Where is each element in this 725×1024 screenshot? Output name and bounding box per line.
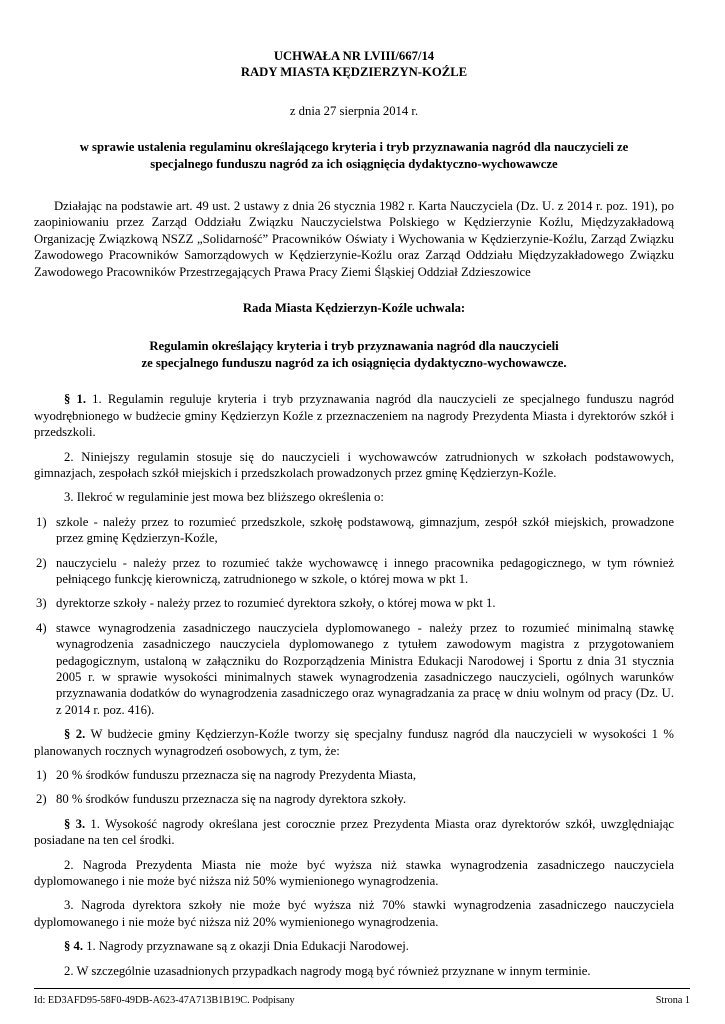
list-item: 1) szkole - należy przez to rozumieć przedszkole, szkołę podstawową, gimnazjum, zespół szkół miejskich, prowadzone przez gminę Kędzierzyn-Koźle, <box>36 514 674 546</box>
list-item: 1) 20 % środków funduszu przeznacza się na nagrody Prezydenta Miasta, <box>36 768 417 782</box>
list-item: 4) stawce wynagrodzenia zasadniczego nauczyciela dyplomowanego - należy przez to rozumieć minimalną stawkę wynagrodzenia zasadniczego nauczyciela dyplomowanego z tytułem zawodowym magistra z przygotowaniem pedagogicznym, ustaloną w załączniku do Rozporządzenia Ministra Edukacji Narodowej i Sportu z dnia 31 stycznia 2005 r. w sprawie wysokości minimalnych stawek wynagrodzenia zasadniczego nauczycieli, ogólnych warunków przyznawania dodatków do wynagrodzenia zasadniczego oraz wynagradzania za pracę w dniu wolnym od pracy (Dz. U. z 2014 r. poz. 416). <box>36 620 674 717</box>
section-1-paragraph-2: 2. Niniejszy regulamin stosuje się do nauczycieli i wychowawców zatrudnionych w szkołach podstawowych, gimnazjach, zespołach szkół miejskich i przedszkolach prowadzonych przez gminę Kędzierzyn-Koźle. <box>34 449 674 480</box>
resolution-date: z dnia 27 sierpnia 2014 r. <box>289 103 419 118</box>
section-4-paragraph-1: § 4. 1. Nagrody przyznawane są z okazji Dnia Edukacji Narodowej. <box>64 939 409 954</box>
section-2-label: § 2. <box>64 727 86 742</box>
legal-basis-paragraph: Działając na podstawie art. 49 ust. 2 ustawy z dnia 26 stycznia 1982 r. Karta Nauczyciela (Dz. U. z 2014 r. poz. 191), po zaopiniowaniu przez Zarząd Oddziału Związku Nauczycielstwa Polskiego w Kędzierzynie Koźlu, Międzyzakładową Organizację Związkową NSZZ „Solidarność” Pracowników Oświaty i Wychowania w Kędzierzynie-Koźlu, Zarząd Związku Zawodowego Pracowników Samorządowych w Kędzierzynie-Koźlu oraz Zarząd Oddziału Międzyzakładowego Związku Zawodowego Pracowników Przestrzegających Prawa Pracy Ziemi Śląskiej Oddział Zdzieszowice <box>34 199 674 279</box>
section-3-paragraph-1: § 3. 1. Wysokość nagrody określana jest corocznie przez Prezydenta Miasta oraz dyrektorów szkół, uwzględniając posiadane na ten cel środki. <box>34 816 675 848</box>
resolution-subject <box>34 139 674 172</box>
section-3-paragraph-2: 2. Nagroda Prezydenta Miasta nie może być wyższa niż stawka wynagrodzenia zasadniczego nauczyciela dyplomowanego i nie może być niższa niż 50% wymienionego wynagrodzenia. <box>34 857 674 889</box>
regulation-title-line-1: Regulamin określający kryteria i tryb przyznawania nagród dla nauczycieli <box>149 339 559 354</box>
regulation-title-line-2: ze specjalnego funduszu nagród za ich osiągnięcia dydaktyczno-wychowawcze. <box>141 355 567 370</box>
section-4-label: § 4. <box>64 939 84 954</box>
section-2-paragraph-1: § 2. W budżecie gminy Kędzierzyn-Koźle tworzy się specjalny fundusz nagród dla nauczycieli w wysokości 1 % planowanych rocznych wynagrodzeń osobowych, z tym, że: <box>34 727 674 758</box>
subject-line-2: specjalnego funduszu nagród za ich osiągnięcia dydaktyczno-wychowawcze <box>150 156 558 171</box>
list-item: 2) nauczycielu - należy przez to rozumieć także wychowawcę i innego pracownika pedagogicznego, w tym również pełniącego funkcję kierowniczą, zatrudnionego w szkole, o której mowa w pkt 1. <box>36 555 674 586</box>
regulation-title <box>34 338 674 371</box>
section-1-paragraph-3: 3. Ilekroć w regulaminie jest mowa bez bliższego określenia o: <box>64 490 384 505</box>
page-footer <box>34 988 690 1006</box>
section-3-label: § 3. <box>64 816 86 831</box>
section-3-paragraph-3: 3. Nagroda dyrektora szkoły nie może być wyższa niż 70% stawki wynagrodzenia zasadniczego nauczyciela dyplomowanego i nie może być niższa niż 20% wymienionego wynagrodzenia. <box>34 898 674 929</box>
document-id: Id: ED3AFD95-58F0-49DB-A623-47A713B1B19C. Podpisany <box>34 995 295 1006</box>
list-item: 2) 80 % środków funduszu przeznacza się na nagrody dyrektora szkoły. <box>36 792 407 807</box>
section-1-paragraph-1: § 1. 1. Regulamin reguluje kryteria i tryb przyznawania nagród dla nauczycieli ze specjalnego funduszu nagród wyodrębnionego w budżecie gminy Kędzierzyn Koźle z przeznaczeniem na nagrody Prezydenta Miasta i dyrektorów szkół i przedszkoli. <box>34 392 675 440</box>
page-number: Strona 1 <box>655 995 690 1006</box>
section-1-label: § 1. <box>64 392 87 407</box>
document-body <box>34 48 674 979</box>
list-item: 3) dyrektorze szkoły - należy przez to rozumieć dyrektora szkoły, o której mowa w pkt 1. <box>36 596 496 611</box>
section-4-paragraph-2: 2. W szczególnie uzasadnionych przypadkach nagrody mogą być również przyznane w innym terminie. <box>64 963 591 978</box>
subject-line-1: w sprawie ustalenia regulaminu określającego kryteria i tryb przyznawania nagród dla nauczycieli ze <box>79 140 629 155</box>
council-name: RADY MIASTA KĘDZIERZYN-KOŹLE <box>240 65 468 80</box>
council-resolves-heading: Rada Miasta Kędzierzyn-Koźle uchwala: <box>242 301 466 316</box>
resolution-number: UCHWAŁA NR LVIII/667/14 <box>273 49 435 63</box>
